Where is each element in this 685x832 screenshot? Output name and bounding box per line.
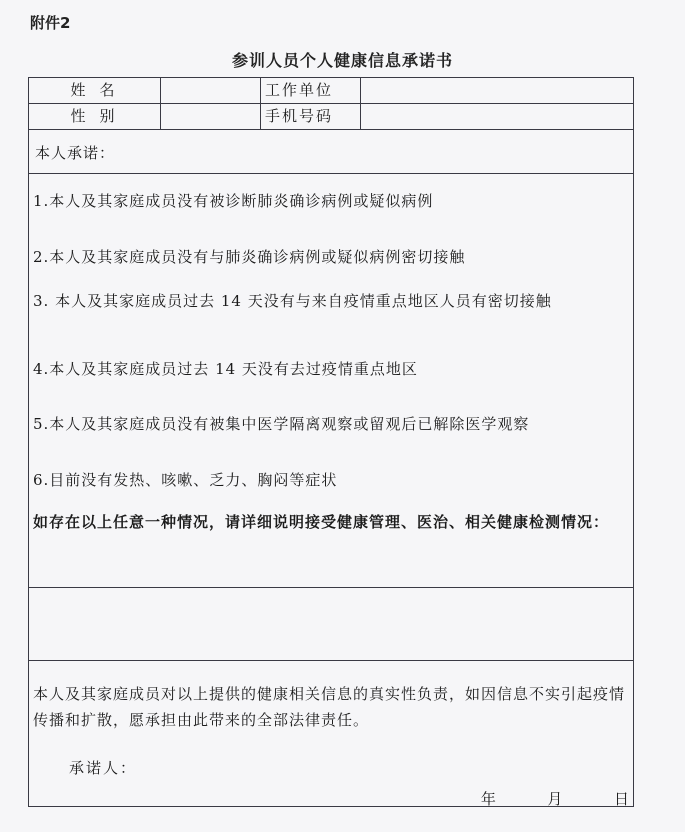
page-title: 参训人员个人健康信息承诺书 (231, 51, 453, 70)
pledge-item-6: 6.目前没有发热、咳嗽、乏力、胸闷等症状 (33, 471, 338, 489)
pledge-item-3: 3. 本人及其家庭成员过去 14 天没有与来自疫情重点地区人员有密切接触 (33, 292, 552, 310)
declaration-text: 本人及其家庭成员对以上提供的健康相关信息的真实性负责，如因信息不实引起疫情传播和扩散，愿承担由此带来的全部法律责任。 (33, 685, 626, 729)
gender-label: 性别 (29, 104, 161, 129)
pledge-item-5: 5.本人及其家庭成员没有被集中医学隔离观察或留观后已解除医学观察 (33, 415, 530, 433)
name-field[interactable] (161, 78, 261, 103)
pledge-item-4: 4.本人及其家庭成员过去 14 天没有去过疫情重点地区 (33, 360, 418, 378)
work-unit-field[interactable] (361, 78, 633, 103)
name-label: 姓名 (29, 78, 161, 103)
form-row-gender (29, 104, 633, 130)
section-divider (29, 660, 633, 661)
date-month: 月 (547, 790, 563, 808)
attachment-label: 附件2 (30, 14, 71, 32)
pledge-item-2: 2.本人及其家庭成员没有与肺炎确诊病例或疑似病例密切接触 (33, 248, 466, 266)
date-year: 年 (480, 790, 496, 808)
signer-label: 承诺人： (69, 759, 138, 777)
date-line (481, 788, 629, 809)
date-day: 日 (613, 790, 629, 808)
phone-field[interactable] (361, 104, 633, 129)
pledge-form (28, 77, 634, 807)
form-row-name (29, 78, 633, 104)
phone-label: 手机号码 (261, 104, 361, 129)
work-unit-label: 工作单位 (261, 78, 361, 103)
pledge-item-1: 1.本人及其家庭成员没有被诊断肺炎确诊病例或疑似病例 (33, 192, 434, 210)
pledge-heading: 本人承诺： (35, 144, 116, 162)
detail-question: 如存在以上任意一种情况，请详细说明接受健康管理、医治、相关健康检测情况： (33, 513, 610, 531)
gender-field[interactable] (161, 104, 261, 129)
